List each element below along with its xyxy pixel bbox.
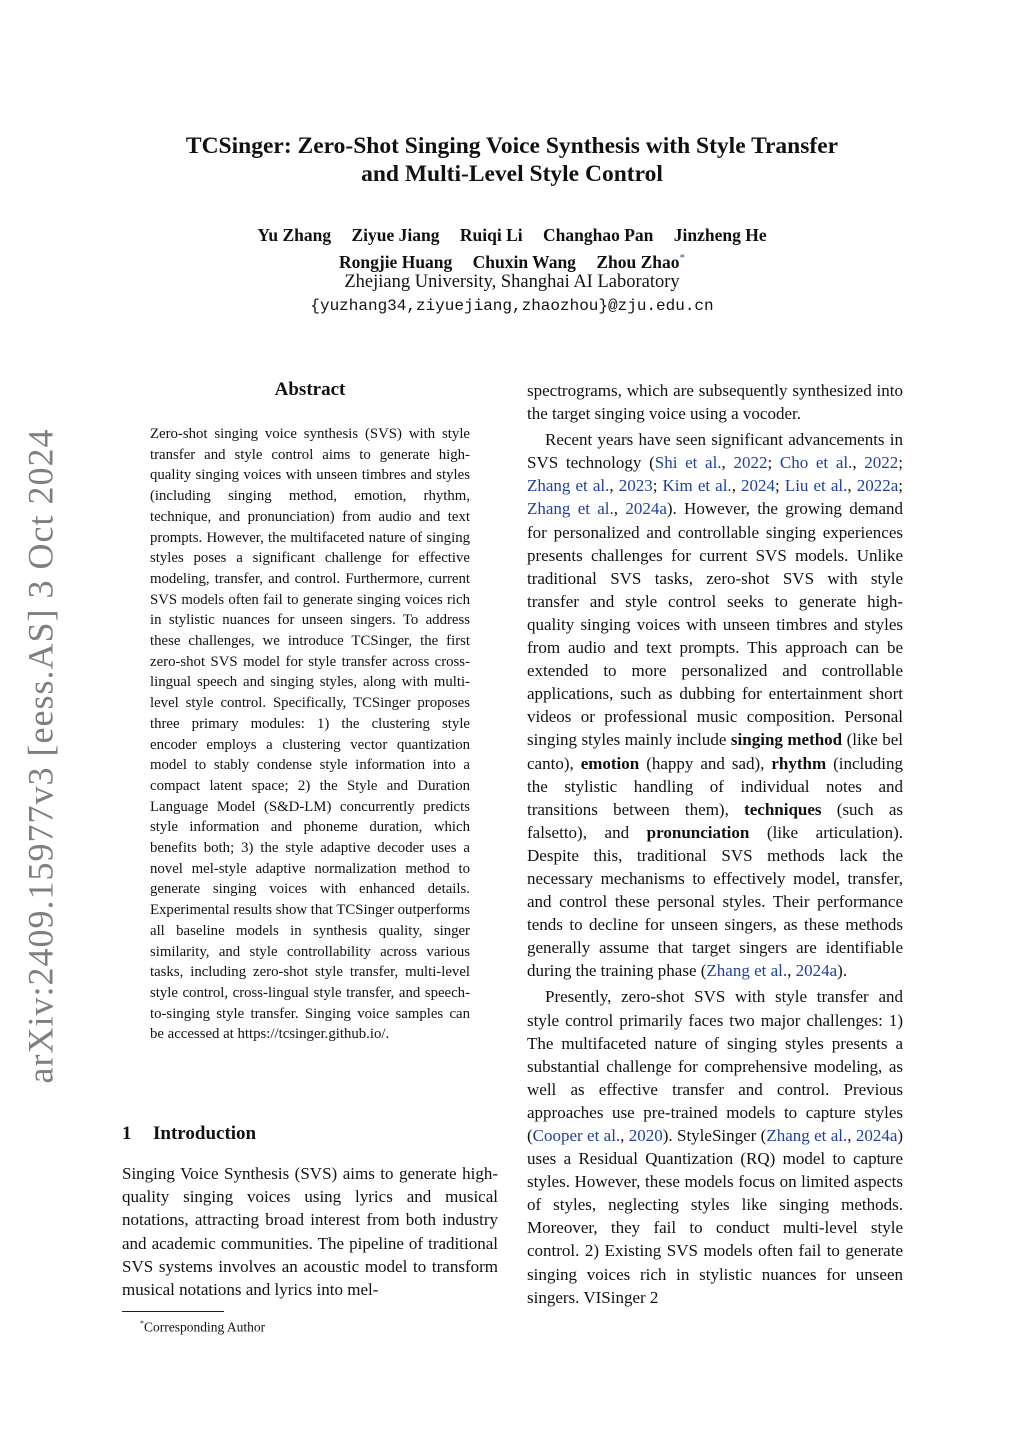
- text-run: ;: [898, 453, 903, 473]
- paragraph-advancements: [527, 428, 903, 982]
- author-name: Chuxin Wang: [472, 251, 576, 272]
- corresponding-author-mark[interactable]: *: [679, 252, 685, 264]
- footnote-mark: *: [140, 1319, 144, 1328]
- citation-link[interactable]: 2020: [628, 1126, 663, 1145]
- citation-link[interactable]: 2022: [864, 453, 899, 473]
- author-name: Changhao Pan: [543, 225, 654, 245]
- author-list-line-1: [150, 224, 874, 246]
- text-run: ) uses a Residual Quantization (RQ) model to capture styles. However, these models focus on limited aspects of styles, neglecting styles like singing methods. Moreover, they fail to conduct multi-level style control. 2) Existing SVS models often fail to generate singing voices rich in stylistic nuances for unseen singers. VISinger 2: [527, 1126, 904, 1307]
- paragraph-challenges: [527, 985, 903, 1308]
- introduction-paragraph-1: Singing Voice Synthesis (SVS) aims to generate high-quality singing voices using lyrics and musical notations, attracting broad interest from both industry and academic communities. The pipeline of traditional SVS systems involves an acoustic model to transform musical notations and lyrics into mel-: [122, 1164, 498, 1300]
- section-heading-introduction: [122, 1121, 502, 1147]
- citation-link[interactable]: Kim et al.: [662, 476, 732, 496]
- author-name: Jinzheng He: [673, 225, 767, 245]
- author-list-line-2: [150, 247, 874, 273]
- author-name: Rongjie Huang: [339, 251, 453, 272]
- text-run: ).: [837, 961, 848, 981]
- citation-link[interactable]: 2022: [733, 453, 768, 473]
- text-run: ,: [731, 476, 742, 496]
- footnote: [140, 1315, 500, 1337]
- text-run: (like articulation). Despite this, traditional SVS methods lack the necessary mechanisms to effectively model, transfer, and control these personal styles. Their performance tends to decline for unseen singers, as these methods generally assume that target singers are identifiable during the training phase (: [527, 822, 903, 981]
- affiliation: Zhejiang University, Shanghai AI Laboratory: [344, 272, 680, 292]
- author-name-corresponding: [596, 252, 685, 272]
- text-run: ,: [609, 476, 619, 496]
- author-name: Yu Zhang: [257, 225, 332, 245]
- text-run: ;: [898, 476, 903, 496]
- text-run: (such as falsetto), and: [527, 799, 903, 842]
- citation-link[interactable]: Cooper et al.: [532, 1126, 621, 1145]
- text-run: ,: [847, 476, 857, 496]
- author-name: Ruiqi Li: [459, 225, 523, 245]
- citation-link[interactable]: 2023: [618, 476, 653, 496]
- author-name-text: Zhou Zhao: [596, 251, 680, 272]
- paper-title: [150, 132, 874, 188]
- text-run: (happy and sad),: [639, 753, 772, 773]
- text-run: (including the stylistic handling of individual notes and transitions between them),: [527, 753, 903, 819]
- text-run: ,: [721, 453, 734, 473]
- arxiv-identifier-stamp: [10, 428, 70, 1084]
- text-run: Recent years have seen significant advancements in SVS technology (: [527, 430, 903, 473]
- text-run: ,: [852, 453, 865, 473]
- footnote-text: Corresponding Author: [144, 1319, 266, 1335]
- arxiv-id-text: arXiv:2409.15977v3 [eess.AS] 3 Oct 2024: [20, 428, 61, 1084]
- text-run: Presently, zero-shot SVS with style transfer and style control primarily faces two major challenges: 1) The multifaceted nature of singing styles presents a substantial challenge for comprehensive modeling, as well as effective transfer and control. Previous approaches use pre-trained models to capture styles (: [527, 987, 903, 1145]
- title-line-1: TCSinger: Zero-Shot Singing Voice Synthesis with Style Transfer: [185, 133, 839, 159]
- citation-link[interactable]: Cho et al.: [779, 453, 853, 473]
- text-run: ;: [775, 476, 785, 496]
- text-run: (like bel canto),: [527, 730, 903, 773]
- keyword-emotion: emotion: [580, 753, 640, 773]
- citation-link[interactable]: 2024a: [625, 499, 667, 519]
- citation-link[interactable]: Liu et al.: [784, 476, 848, 496]
- citation-link[interactable]: 2024a: [795, 961, 838, 981]
- section-number: 1: [122, 1123, 132, 1144]
- footnote-divider: [122, 1311, 224, 1312]
- abstract-heading: Abstract: [274, 379, 346, 400]
- keyword-techniques: techniques: [744, 799, 822, 819]
- text-run: ,: [847, 1126, 856, 1145]
- keyword-pronunciation: pronunciation: [646, 822, 750, 842]
- text-run: ,: [613, 499, 626, 519]
- citation-link[interactable]: 2024: [741, 476, 776, 496]
- citation-link[interactable]: Zhang et al.: [527, 499, 614, 519]
- keyword-singing-method: singing method: [730, 730, 843, 750]
- right-column-text: [527, 379, 903, 1309]
- author-email: {yuzhang34,ziyuejiang,zhaozhou}@zju.edu.cn: [310, 297, 714, 315]
- title-line-2: and Multi-Level Style Control: [361, 161, 663, 187]
- text-run: ;: [652, 476, 663, 496]
- text-run: ,: [620, 1126, 629, 1145]
- text-run: ). StyleSinger (: [662, 1126, 767, 1145]
- text-run: ). However, the growing demand for personalized and controllable singing experiences presents challenges for current SVS models. Unlike traditional SVS tasks, zero-shot SVS with style transfer and style control seeks to generate high-quality singing voices with unseen timbres and styles from audio and text prompts. This approach can be extended to more personalized and controllable applications, such as dubbing for entertainment short videos or professional music composition. Personal singing styles mainly include: [527, 499, 904, 750]
- citation-link[interactable]: Shi et al.: [654, 453, 722, 473]
- citation-link[interactable]: 2024a: [855, 1126, 898, 1145]
- keyword-rhythm: rhythm: [771, 753, 827, 773]
- section-title: Introduction: [153, 1123, 257, 1144]
- citation-link[interactable]: Zhang et al.: [706, 961, 788, 981]
- abstract-text: Zero-shot singing voice synthesis (SVS) with style transfer and style control aims to generate high-quality singing voices with unseen timbres and styles (including singing method, emotion, rhythm, technique, and pronunciation) from audio and text prompts. However, the multifaceted nature of singing styles poses a significant challenge for effective modeling, transfer, and control. Furthermore, current SVS models often fail to generate singing voices rich in stylistic nuances for unseen singers. To address these challenges, we introduce TCSinger, the first zero-shot SVS model for style transfer across cross-lingual speech and singing styles, along with multi-level style control. Specifically, TCSinger proposes three primary modules: 1) the clustering style encoder employs a clustering vector quantization model to stably condense style information into a compact latent space; 2) the Style and Duration Language Model (S&D-LM) concurrently predicts style information and phoneme duration, which benefits both; 3) the style adaptive decoder uses a novel mel-style adaptive normalization method to generate singing voices with enhanced details. Experimental results show that TCSinger outperforms all baseline models in synthesis quality, singer similarity, and style controllability across various tasks, including zero-shot style transfer, multi-level style control, cross-lingual style transfer, and speech-to-singing style transfer. Singing voice samples can be accessed at https://tcsinger.github.io/.: [150, 426, 470, 1043]
- citation-link[interactable]: Zhang et al.: [766, 1126, 848, 1145]
- citation-link[interactable]: Zhang et al.: [527, 476, 610, 496]
- paragraph-continued: spectrograms, which are subsequently synthesized into the target singing voice using a vocoder.: [527, 381, 903, 424]
- text-run: ;: [767, 453, 780, 473]
- author-name: Ziyue Jiang: [351, 225, 440, 245]
- text-run: ,: [787, 961, 796, 981]
- citation-link[interactable]: 2022a: [856, 476, 899, 496]
